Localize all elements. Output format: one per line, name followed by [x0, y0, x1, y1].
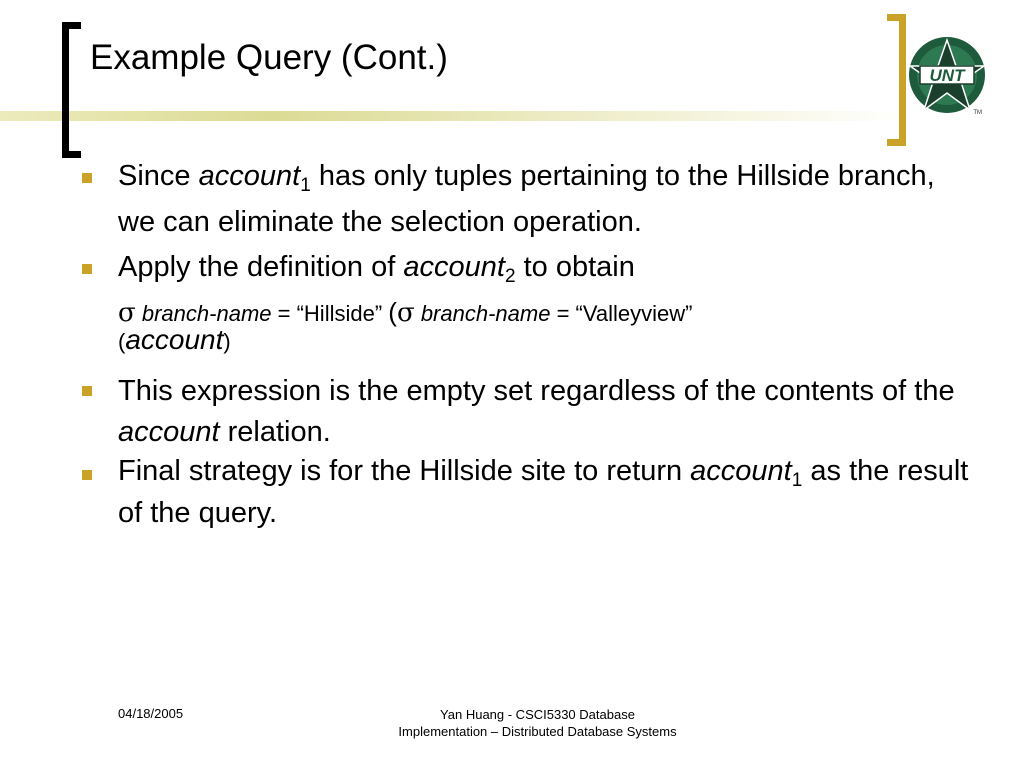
bullet-4: Final strategy is for the Hillside site to return account$_1$ as the result of the query.: [80, 455, 970, 530]
footer-course-info: [330, 706, 745, 740]
square-bullet-icon: [82, 386, 92, 396]
square-bullet-icon: [82, 173, 92, 183]
bullet-1: Since account$_1$ has only tuples pertaining to the Hillside branch, we can eliminate the selection operation.: [80, 158, 970, 241]
logo-trademark: TM: [973, 110, 982, 116]
bullet-3: This expression is the empty set regardless of the contents of the account relation.: [80, 371, 970, 453]
slide-title: Example Query (Cont.): [90, 38, 448, 77]
footer-date: 04/18/2005: [118, 706, 184, 721]
bullet-2: Apply the definition of account$_2$ to obtain: [80, 249, 970, 295]
relational-algebra-expression: σ branch-name = “Hillside” (σ branch-name = “Valleyview” (account): [118, 297, 693, 355]
unt-logo: [906, 34, 988, 116]
square-bullet-icon: [82, 470, 92, 480]
title-underline-bar: [0, 111, 905, 121]
right-bracket-decoration: [887, 14, 906, 146]
footer-line-1: Yan Huang - CSCI5330 Database: [440, 707, 635, 722]
logo-text: UNT: [929, 66, 965, 85]
sigma-symbol: σ: [396, 298, 415, 328]
left-bracket-decoration: [62, 22, 81, 158]
slide-body: [80, 158, 970, 530]
square-bullet-icon: [82, 264, 92, 274]
footer-line-2: Implementation – Distributed Database Systems: [398, 724, 677, 739]
sigma-symbol: σ: [118, 298, 136, 328]
